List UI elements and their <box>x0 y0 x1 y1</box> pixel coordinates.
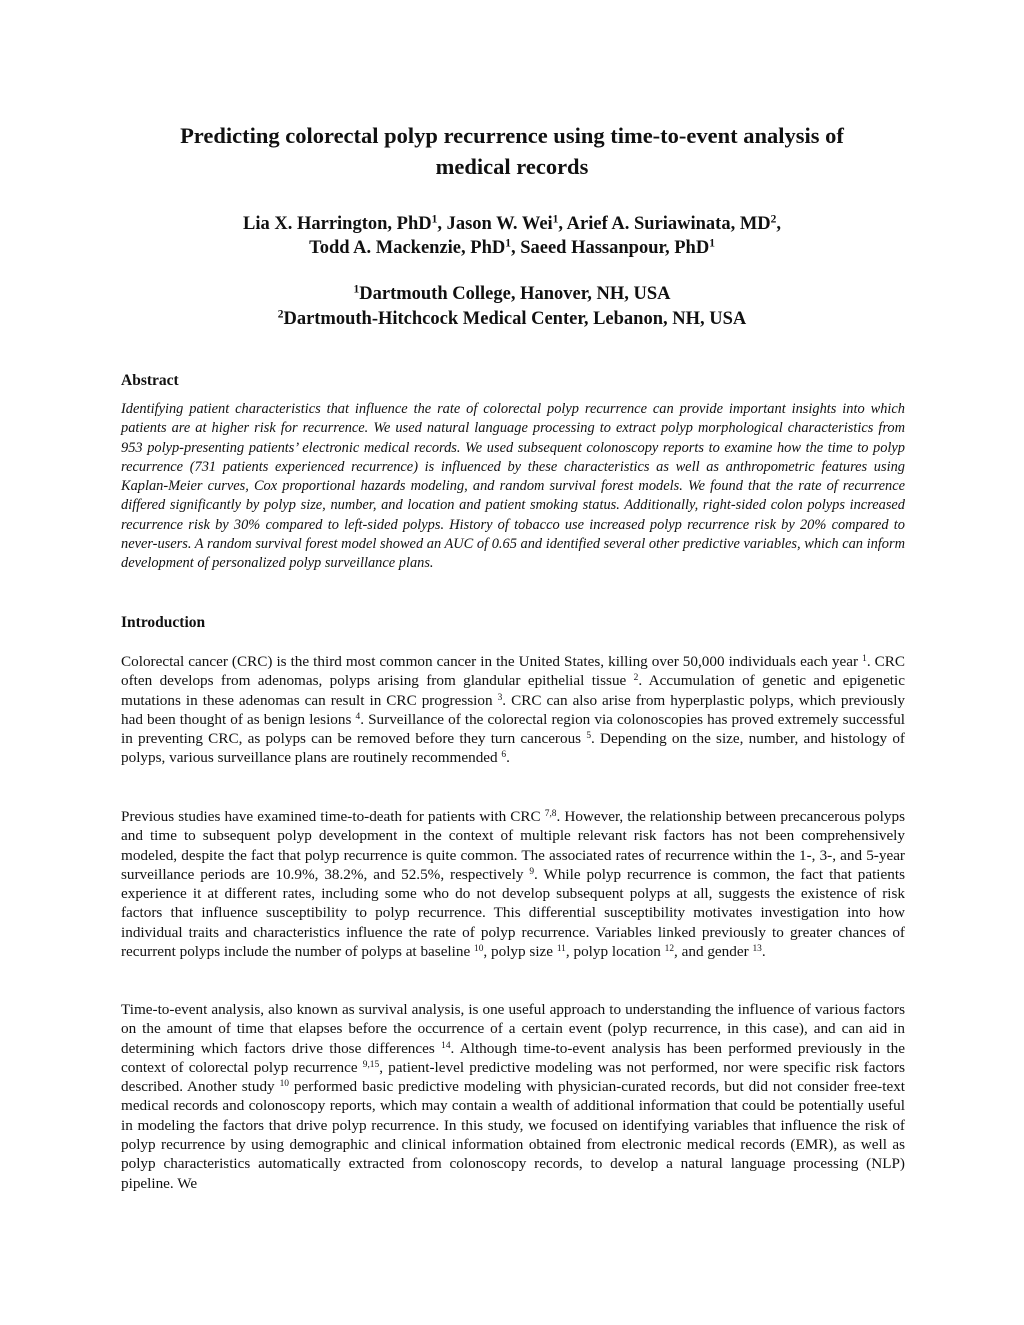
affiliation-1 <box>100 282 924 307</box>
intro-paragraph-1: Colorectal cancer (CRC) is the third most common cancer in the United States, killing over 50,000 individuals each year $^1$. CRC often develops from adenomas, polyps arising from glandular epithelial tissue $^2$. Accumulation of genetic and epigenetic mutations in these adenomas can result in CRC progression $^3$. CRC can also arise from hyperplastic polyps, which previously had been thought of as benign lesions $^4$. Surveillance of the colorectal region via colonoscopies has proved extremely successful in preventing CRC, as polyps can be removed before they turn cancerous $^5$. Depending on the size, number, and histology of polyps, various surveillance plans are routinely recommended $^6$. <box>121 653 906 767</box>
abstract-text: Identifying patient characteristics that influence the rate of colorectal polyp recurrence can provide important insights into which patients are at higher risk for recurrence. We used natural language processing to extract polyp morphological characteristics from 953 polyp-presenting patients’ electronic medical records. We used subsequent colonoscopy reports to examine how the time to polyp recurrence (731 patients experienced recurrence) is influenced by these characteristics as well as anthropometric features using Kaplan-Meier curves, Cox proportional hazards modeling, and random survival forest models. We found that the rate of recurrence differed significantly by polyp size, number, and location and patient smoking status. Additionally, right-sided colon polyps increased recurrence risk by 30% compared to left-sided polyps. History of tobacco use increased polyp recurrence risk by 20% compared to never-users. A random survival forest model showed an AUC of 0.65 and identified several other predictive variables, which can inform development of personalized polyp surveillance plans. <box>121 401 905 572</box>
author-affiliation-mark: 1 <box>709 237 715 250</box>
affiliation-list <box>100 282 924 332</box>
author-affiliation-mark: 2 <box>770 213 777 226</box>
affiliation-text: Dartmouth College, Hanover, NH, USA <box>359 284 671 304</box>
paper-title <box>100 120 924 182</box>
author-affiliation-mark: 1 <box>431 213 438 226</box>
intro-paragraph-3: Time-to-event analysis, also known as survival analysis, is one useful approach to understanding the influence of various factors on the amount of time that elapses before the occurrence of a certain event (polyp recurrence, in this case), and can aid in determining which factors drive those differences $^{14}$. Although time-to-event analysis has been performed previously in the context of colorectal polyp recurrence $^{9,15}$, patient-level predictive modeling was not performed, nor were specific risk factors described. Another study $^{10}$ performed basic predictive modeling with physician-curated records, but did not consider free-text medical records and colonoscopy reports, which may contain a wealth of additional information that could be potentially useful in modeling the factors that drive polyp recurrence. In this study, we focused on identifying variables that influence the risk of polyp recurrence by using demographic and clinical information obtained from electronic medical records (EMR), as well as polyp characteristics automatically extracted from colonoscopy records, to develop a natural language processing (NLP) pipeline. We <box>121 1001 906 1192</box>
author-name: Jason W. Wei <box>446 214 553 234</box>
author-line-2: Todd A. Mackenzie, PhD$^1$, Saeed Hassanpour, PhD$^1$ <box>309 237 715 258</box>
author-name: Arief A. Suriawinata, MD <box>566 214 771 234</box>
citation: 9,15 <box>362 1059 380 1070</box>
intro-paragraph-2: Previous studies have examined time-to-death for patients with CRC $^{7,8}$. However, the relationship between precancerous polyps and time to subsequent polyp development in the context of multiple relevant risk factors has not been comprehensively modeled, despite the fact that polyp recurrence is quite common. The associated rates of recurrence within the 1-, 3-, and 5-year surveillance periods are 10.9%, 38.2%, and 52.5%, respectively $^9$. While polyp recurrence is common, the fact that patients experience it at different rates, including some who do not develop subsequent polyps at all, suggests the existence of risk factors that influence susceptibility to polyp recurrence. This differential susceptibility motivates investigation into how individual traits and characteristics influence the rate of polyp recurrence. Variables linked previously to greater chances of recurrent polyps include the number of polyps at baseline $^{10}$, polyp size $^{11}$, polyp location $^{12}$, and gender $^{13}$. <box>121 808 905 961</box>
title-line-1: Predicting colorectal polyp recurrence using time-to-event analysis of <box>180 123 844 148</box>
citation: 12 <box>664 943 675 954</box>
affiliation-2 <box>100 307 924 332</box>
citation: 4 <box>355 711 361 722</box>
citation: 10 <box>279 1079 289 1090</box>
author-affiliation-mark: 1 <box>552 213 559 226</box>
citation: 3 <box>497 692 503 703</box>
introduction-heading: Introduction <box>121 614 206 631</box>
citation: 14 <box>441 1040 451 1051</box>
affiliation-mark: 2 <box>277 308 284 321</box>
author-name: Todd A. Mackenzie, PhD <box>309 238 506 258</box>
title-line-2: medical records <box>435 154 589 179</box>
citation: 13 <box>752 943 762 954</box>
citation: 5 <box>586 731 592 742</box>
author-name: Saeed Hassanpour, PhD <box>520 238 710 258</box>
author-affiliation-mark: 1 <box>505 237 511 250</box>
author-line-1: Lia X. Harrington, PhD$^1$, Jason W. Wei$^1$, Arief A. Suriawinata, $MD^2$, <box>243 213 781 234</box>
affiliation-text: Dartmouth-Hitchcock Medical Center, Lebanon, NH, USA <box>283 309 747 329</box>
citation: 11 <box>556 943 566 954</box>
affiliation-mark: 1 <box>353 283 360 296</box>
author-list <box>100 212 924 260</box>
author-name: Lia X. Harrington, PhD <box>243 214 432 234</box>
citation: 7,8 <box>544 808 557 819</box>
citation: 2 <box>633 673 639 684</box>
citation: 10 <box>474 943 484 954</box>
citation: 1 <box>862 653 867 664</box>
citation: 9 <box>529 866 535 877</box>
abstract-heading: Abstract <box>121 372 179 389</box>
citation: 6 <box>501 750 507 761</box>
